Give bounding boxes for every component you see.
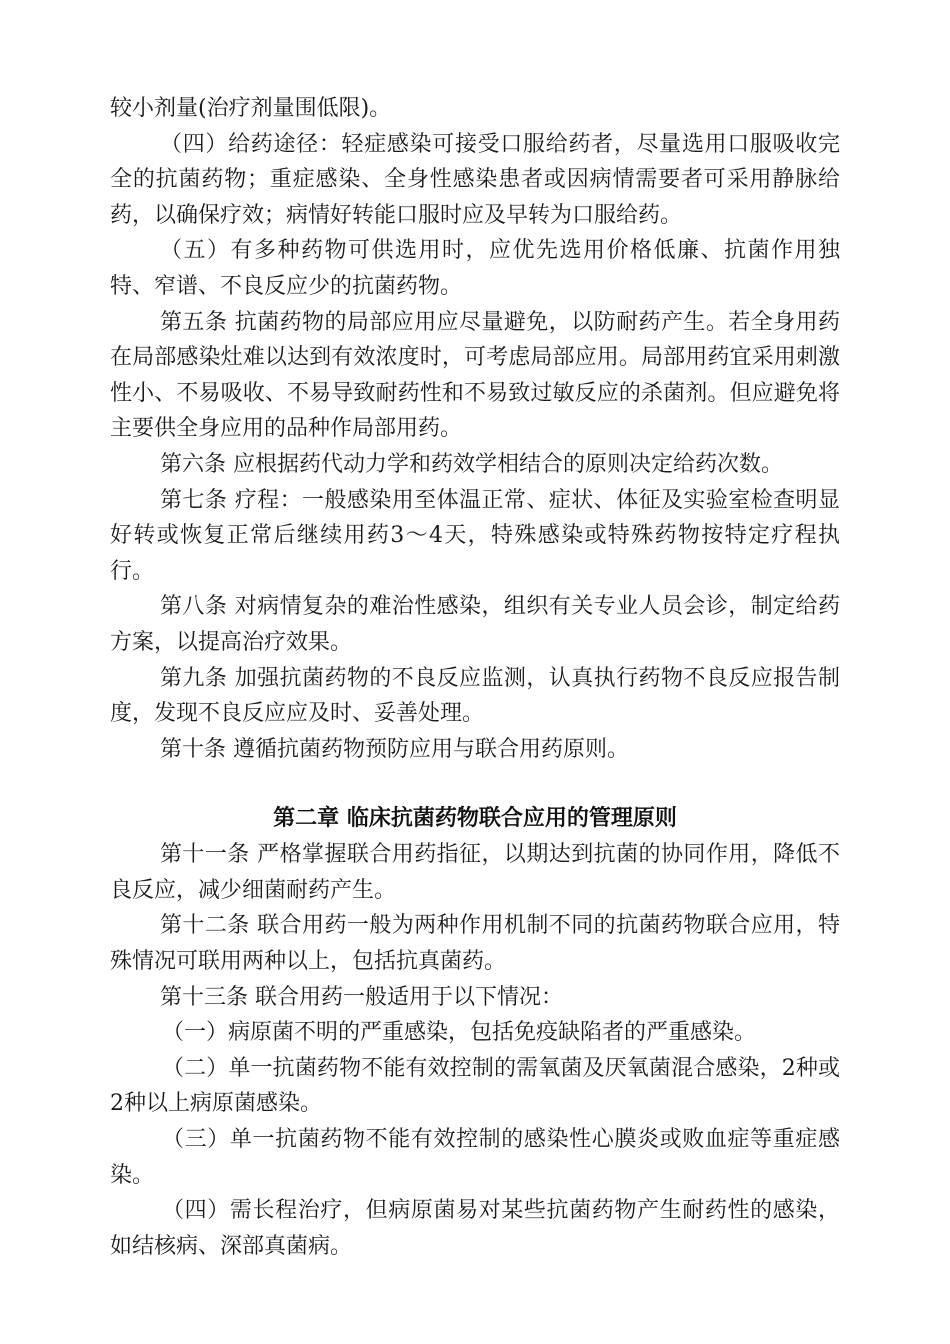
paragraph-continuation: 较小剂量(治疗剂量围低限)。 <box>110 96 392 121</box>
paragraph-item-4-route: （四）给药途径：轻症感染可接受口服给药者，尽量选用口服吸收完全的抗菌药物；重症感染、全身性感染患者或因病情需要者可采用静脉给药，以确保疗效；病情好转能口服时应及早转为口服给药。 <box>110 131 840 228</box>
paragraph-item-2: （二）单一抗菌药物不能有效控制的需氧菌及厌氧菌混合感染，2种或2种以上病原菌感染。 <box>110 1055 840 1117</box>
paragraph-article-8: 第八条 对病情复杂的难治性感染，组织有关专业人员会诊，制定给药方案，以提高治疗效果。 <box>110 594 840 655</box>
paragraph-article-9: 第九条 加强抗菌药物的不良反应监测，认真执行药物不良反应报告制度，发现不良反应应及时、妥善处理。 <box>110 665 840 727</box>
paragraph-item-3: （三）单一抗菌药物不能有效控制的感染性心膜炎或败血症等重症感染。 <box>110 1127 840 1188</box>
chapter-title: 第二章 临床抗菌药物联合应用的管理原则 <box>273 806 677 832</box>
paragraph-article-13: 第十三条 联合用药一般适用于以下情况： <box>160 984 563 1010</box>
paragraph-article-11: 第十一条 严格掌握联合用药指征，以期达到抗菌的协同作用，降低不良反应，减少细菌耐药产生。 <box>110 842 840 903</box>
paragraph-article-7: 第七条 疗程：一般感染用至体温正常、症状、体征及实验室检查明显好转或恢复正常后继续用药3～4天，特殊感染或特殊药物按特定疗程执行。 <box>110 487 840 584</box>
paragraph-item-5-choice: （五）有多种药物可供选用时，应优先选用价格低廉、抗菌作用独特、窄谱、不良反应少的抗菌药物。 <box>110 238 840 299</box>
document-body <box>110 91 840 1264</box>
paragraph-article-10: 第十条 遵循抗菌药物预防应用与联合用药原则。 <box>160 736 629 762</box>
paragraph-article-12: 第十二条 联合用药一般为两种作用机制不同的抗菌药物联合应用，特殊情况可联用两种以上，包括抗真菌药。 <box>110 913 840 975</box>
paragraph-item-1: （一）病原菌不明的严重感染，包括免疫缺陷者的严重感染。 <box>162 1020 757 1046</box>
paragraph-article-5: 第五条 抗菌药物的局部应用应尽量避免，以防耐药产生。若全身用药在局部感染灶难以达到有效浓度时，可考虑局部应用。局部用药宜采用刺激性小、不易吸收、不易导致耐药性和不易致过敏反应的杀菌剂。但应避免将主要供全身应用的品种作局部用药。 <box>110 309 840 442</box>
paragraph-item-4: （四）需长程治疗，但病原菌易对某些抗菌药物产生耐药性的感染，如结核病、深部真菌病。 <box>110 1198 840 1259</box>
paragraph-article-6: 第六条 应根据药代动力学和药效学相结合的原则决定给药次数。 <box>160 451 783 477</box>
